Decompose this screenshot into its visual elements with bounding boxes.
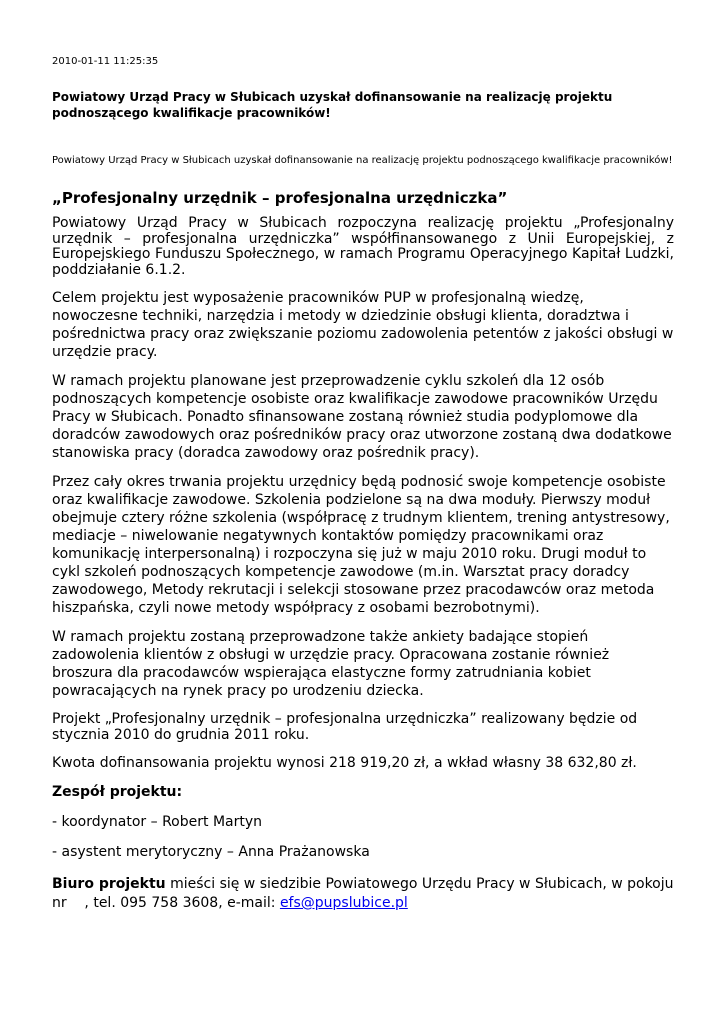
lead-text: Powiatowy Urząd Pracy w Słubicach uzyskał dofinansowanie na realizację projektu podnoszącego kwalifikacje pracowników! <box>52 155 673 166</box>
paragraph-goal: Celem projektu jest wyposażenie pracowników PUP w profesjonalną wiedzę, nowoczesne techniki, narzędzia i metody w dziedzinie obsługi klienta, doradztwa i pośrednictwa pracy oraz zwiększanie poziomu zadowolenia petentów z jakości obsługi w urzędzie pracy. <box>52 290 674 360</box>
headline: Powiatowy Urząd Pracy w Słubicach uzyskał dofinansowanie na realizację projektu podnoszącego kwalifikacje pracowników! <box>52 90 613 120</box>
email-link[interactable]: efs@pupslubice.pl <box>279 895 408 911</box>
article-body <box>52 189 678 913</box>
paragraph-trainings-plan: W ramach projektu planowane jest przeprowadzenie cyklu szkoleń dla 12 osób podnoszących kompetencje osobiste oraz kwalifikacje zawodowe pracowników Urzędu Pracy w Słubicach. Ponadto sfinansowane zostaną również studia podyplomowe dla doradców zawodowych oraz pośredników pracy oraz utworzone zostaną dwa dodatkowe stanowiska pracy (doradca zawodowy oraz pośrednik pracy). <box>52 373 672 461</box>
team-heading: Zespół projektu: <box>52 784 183 800</box>
project-office-info <box>52 875 678 913</box>
article-title: „Profesjonalny urzędnik – profesjonalna urzędniczka” <box>52 189 508 207</box>
team-member-coordinator: - koordynator – Robert Martyn <box>52 814 263 830</box>
publish-timestamp: 2010-01-11 11:25:35 <box>52 56 159 67</box>
paragraph-duration: Projekt „Profesjonalny urzędnik – profesjonalna urzędniczka” realizowany będzie od stycznia 2010 do grudnia 2011 roku. <box>52 711 638 743</box>
paragraph-surveys: W ramach projektu zostaną przeprowadzone także ankiety badające stopień zadowolenia klientów z obsługi w urzędzie pracy. Opracowana zostanie również broszura dla pracodawców wspierająca elastyczne formy zatrudniania kobiet powracających na rynek pracy po urodzeniu dziecka. <box>52 629 610 699</box>
project-office-details: mieści się w siedzibie Powiatowego Urzędu Pracy w Słubicach, w pokoju nr , tel. 095 758 3608, e-mail: <box>52 876 678 911</box>
paragraph-modules: Przez cały okres trwania projektu urzędnicy będą podnosić swoje kompetencje osobiste oraz kwalifikacje zawodowe. Szkolenia podzielone są na dwa moduły. Pierwszy moduł obejmuje cztery różne szkolenia (współpracę z trudnym klientem, trening antystresowy, mediacje – niwelowanie negatywnych kontaktów pomiędzy pracownikami oraz komunikację interpersonalną) i rozpoczyna się już w maju 2010 roku. Drugi moduł to cykl szkoleń podnoszących kompetencje zawodowe (m.in. Warsztat pracy doradcy zawodowego, Metody rekrutacji i selekcji stosowane przez pracodawców oraz metoda hiszpańska, czyli nowe metody współpracy z osobami bezrobotnymi). <box>52 474 670 616</box>
team-member-assistant: - asystent merytoryczny – Anna Prażanowska <box>52 844 370 860</box>
intro-paragraph: Powiatowy Urząd Pracy w Słubicach rozpoczyna realizację projektu „Profesjonalny urzędnik – profesjonalna urzędniczka” współfinansowanego z Unii Europejskiej, z Europejskiego Funduszu Społecznego, w ramach Programu Operacyjnego Kapitał Ludzki, poddziałanie 6.1.2. <box>52 215 674 278</box>
paragraph-funding: Kwota dofinansowania projektu wynosi 218 919,20 zł, a wkład własny 38 632,80 zł. <box>52 755 637 771</box>
project-office-label: Biuro projektu <box>52 876 166 892</box>
